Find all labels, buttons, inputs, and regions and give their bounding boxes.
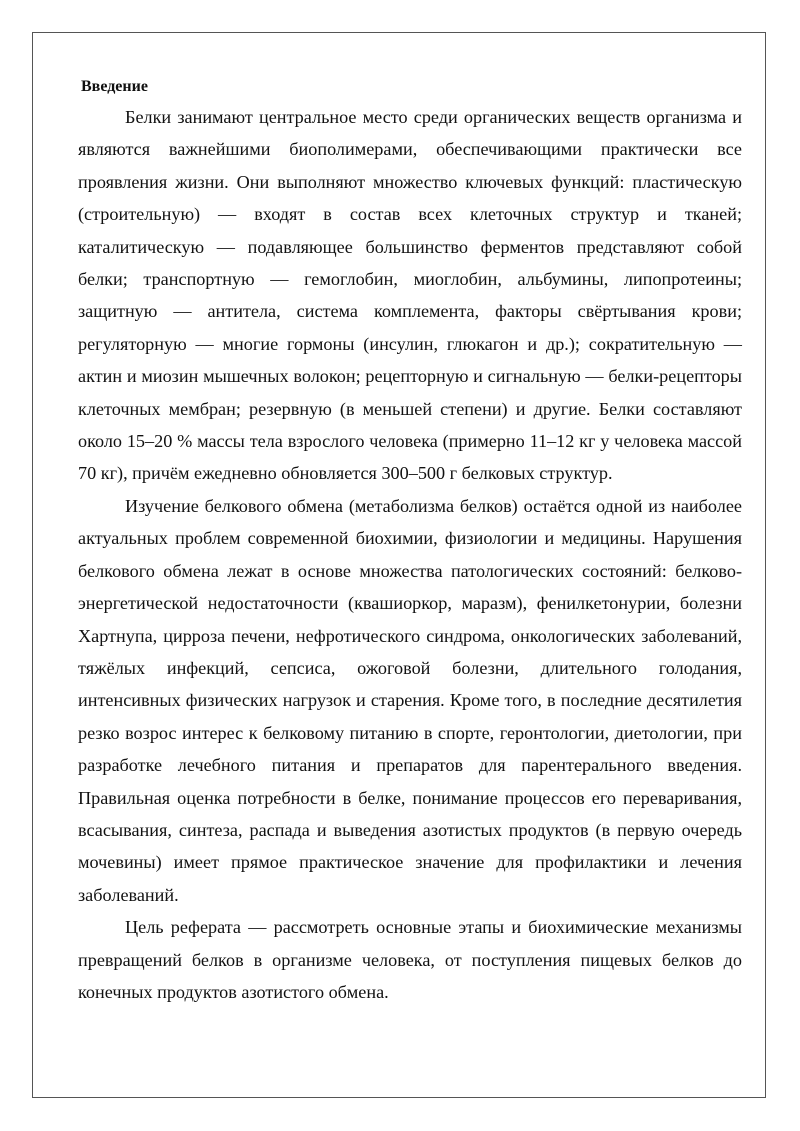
paragraph-goal: Цель реферата — рассмотреть основные этапы и биохимические механизмы превращений белков в организме человека, от поступления пищевых белков до конечных продуктов азотистого обмена. [78,917,742,1002]
paragraph-intro: Белки занимают центральное место среди органических веществ организма и являются важнейшими биополимерами, обеспечивающими практически все проявления жизни. Они выполняют множество ключевых функций: пластическую (строительную) — входят в состав всех клеточных структур и тканей; каталитическую — подавляющее большинство ферментов представляют собой белки; транспортную — гемоглобин, миоглобин, альбумины, липопротеины; защитную — антитела, система комплемента, факторы свёртывания крови; регуляторную — многие гормоны (инсулин, глюкагон и др.); сократительную — актин и миозин мышечных волокон; рецепторную и сигнальную — белки-рецепторы клеточных мембран; резервную (в меньшей степени) и другие. Белки составляют около 15–20 % массы тела взрослого человека (примерно 11–12 кг у человека массой 70 кг), причём ежедневно обновляется 300–500 г белковых структур. [78,107,742,484]
paragraph-relevance: Изучение белкового обмена (метаболизма белков) остаётся одной из наиболее актуальных проблем современной биохимии, физиологии и медицины. Нарушения белкового обмена лежат в основе множества патологических состояний: белково-энергетической недостаточности (квашиоркор, маразм), фенилкетонурии, болезни Хартнупа, цирроза печени, нефротического синдрома, онкологических заболеваний, тяжёлых инфекций, сепсиса, ожоговой болезни, длительного голодания, интенсивных физических нагрузок и старения. Кроме того, в последние десятилетия резко возрос интерес к белковому питанию в спорте, геронтологии, диетологии, при разработке лечебного питания и препаратов для парентерального введения. Правильная оценка потребности в белке, понимание процессов его переваривания, всасывания, синтеза, распада и выведения азотистых продуктов (в первую очередь мочевины) имеет прямое практическое значение для профилактики и лечения заболеваний. [78,495,742,905]
document-body [78,74,742,1008]
section-heading: Введение [81,78,148,95]
